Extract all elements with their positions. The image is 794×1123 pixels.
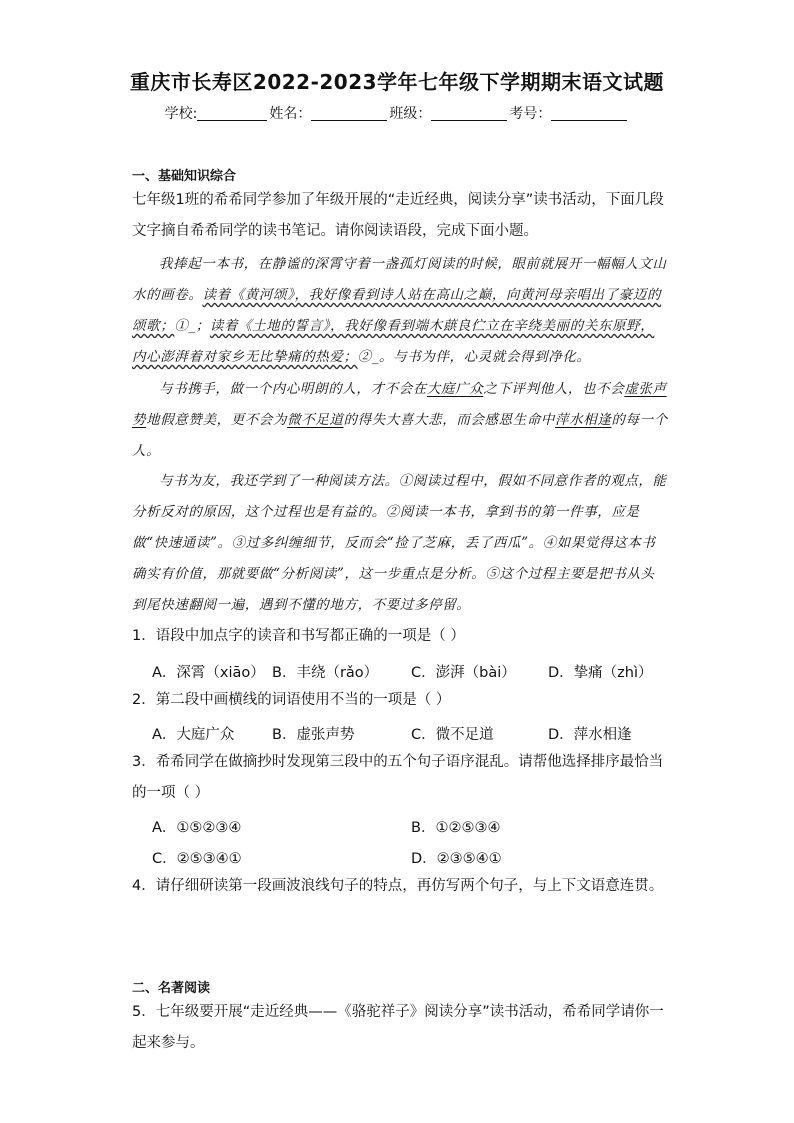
- name-blank[interactable]: [311, 106, 387, 121]
- q2-option-d[interactable]: D．萍水相逢: [548, 727, 632, 743]
- q3-option-c[interactable]: C．②⑤③④①: [152, 851, 242, 867]
- student-info-line: [0, 103, 794, 123]
- underlined-term-1: 大庭广众: [426, 381, 484, 397]
- school-label: 学校:: [164, 106, 198, 122]
- q2-option-a[interactable]: A．大庭广众: [152, 727, 235, 743]
- class-blank[interactable]: [431, 106, 507, 121]
- q1-option-b[interactable]: B．丰绕（rǎo）: [272, 665, 379, 681]
- underlined-term-4: 萍水相逢: [555, 412, 612, 428]
- wavy-sentence-1: 读着《黄河颂》，我好像看到诗人站在高山之巅，向黄河母亲唱出了豪迈的颂歌；: [132, 287, 662, 334]
- q1-option-d[interactable]: D．挚痛（zhì）: [548, 665, 653, 681]
- section1-intro: 七年级1班的希希同学参加了年级开展的“走近经典，阅读分享”读书活动，下面几段文字摘自希希同学的读书笔记。请你阅读语段，完成下面小题。: [132, 192, 664, 239]
- name-label: 姓名：: [269, 106, 312, 122]
- question-4: 4．请仔细研读第一段画波浪线句子的特点，再仿写两个句子，与上下文语意连贯。: [132, 878, 664, 894]
- q1-option-a[interactable]: A．深霄（xiāo）: [152, 665, 265, 681]
- q1-option-c[interactable]: C．澎湃（bài）: [411, 665, 516, 681]
- q3-option-d[interactable]: D．②③⑤④①: [411, 851, 502, 867]
- q2-option-b[interactable]: B．虚张声势: [272, 727, 355, 743]
- school-blank[interactable]: [197, 106, 267, 121]
- underlined-term-2: 虚张声势: [132, 381, 667, 428]
- number-label: 考号：: [509, 106, 552, 122]
- underlined-term-3: 微不足道: [287, 412, 344, 428]
- number-blank[interactable]: [551, 106, 627, 121]
- passage-paragraph-1: 我捧起一本书，在静谧的深霄守着一盏孤灯阅读的时候，眼前就展开一幅幅人文山水的画卷。读着《黄河颂》，我好像看到诗人站在高山之巅，向黄河母亲唱出了豪迈的颂歌；①_；读着《土地的誓言》，我好像看到端木蕻良伫立在辛绕美丽的关东原野，内心澎湃着对家乡无比挚痛的热爱；②_。与书为伴，心灵就会得到净化。: [132, 256, 667, 365]
- question-2: 2．第二段中画横线的词语使用不当的一项是（ ）: [132, 692, 451, 708]
- section1-heading: 一、基础知识综合: [132, 169, 237, 184]
- passage-paragraph-2: 与书携手，做一个内心明朗的人，才不会在大庭广众之下评判他人，也不会虚张声势地假意赞美，更不会为微不足道的得失大喜大悲，而会感恩生命中萍水相逢的每一个人。: [132, 381, 668, 459]
- question-1: 1．语段中加点字的读音和书写都正确的一项是（ ）: [132, 628, 465, 644]
- class-label: 班级：: [389, 106, 432, 122]
- question-5: 5．七年级要开展“走近经典——《骆驼祥子》阅读分享”读书活动，希希同学请你一起来参与。: [132, 1004, 664, 1051]
- page-title: 重庆市长寿区2022-2023学年七年级下学期期末语文试题: [129, 70, 665, 94]
- passage-paragraph-3: 与书为友，我还学到了一种阅读方法。①阅读过程中，假如不同意作者的观点，能分析反对的原因，这个过程也是有益的。②阅读一本书，拿到书的第一件事，应是做“快速通读”。③过多纠缠细节，反而会“捡了芝麻，丢了西瓜”。④如果觉得这本书确实有价值，那就要做“分析阅读”，这一步重点是分析。⑤这个过程主要是把书从头到尾快速翻阅一遍，遇到不懂的地方，不要过多停留。: [132, 473, 667, 613]
- section2-heading: 二、名著阅读: [132, 981, 211, 996]
- q3-option-a[interactable]: A．①⑤②③④: [152, 820, 242, 836]
- q3-option-b[interactable]: B．①②⑤③④: [411, 820, 501, 836]
- wavy-sentence-2: 读着《土地的誓言》，我好像看到端木蕻良伫立在辛绕美丽的关东原野，内心澎湃着对家乡无比挚痛的热爱；: [132, 318, 655, 365]
- question-3: 3．希希同学在做摘抄时发现第三段中的五个句子语序混乱。请帮他选择排序最恰当的一项（ ）: [132, 754, 664, 801]
- q2-option-c[interactable]: C．微不足道: [411, 727, 494, 743]
